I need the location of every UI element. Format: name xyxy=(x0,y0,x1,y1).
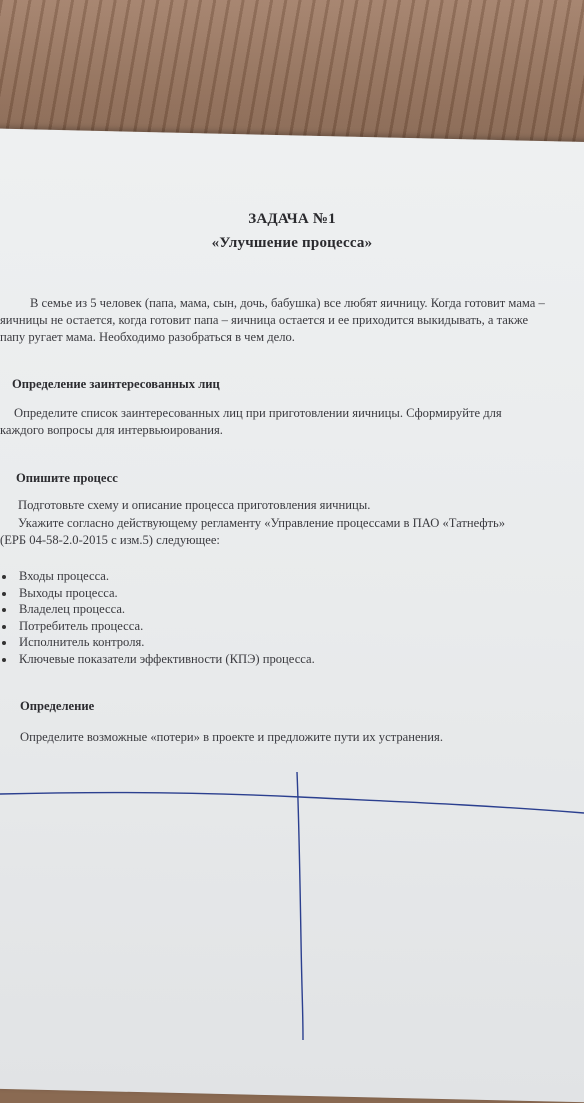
section-heading-stakeholders: Определение заинтересованных лиц xyxy=(12,377,220,391)
section-text-line: каждого вопросы для интервьюирования. xyxy=(0,423,223,437)
list-item: Выходы процесса. xyxy=(2,585,315,602)
section-heading-describe-process: Опишите процесс xyxy=(16,471,118,485)
section-text-line: (ЕРБ 04-58-2.0-2015 с изм.5) следующее: xyxy=(0,533,220,547)
intro-line: В семье из 5 человек (папа, мама, сын, дочь, бабушка) все любят яичницу. Когда готовит мама – xyxy=(30,296,545,310)
intro-line: яичницы не остается, когда готовит папа – яичница остается и ее приходится выкидывать, а также xyxy=(0,313,529,327)
list-item: Исполнитель контроля. xyxy=(2,634,315,651)
pen-vertical-line xyxy=(297,772,303,1040)
section-text-line: Определите список заинтересованных лиц при приготовлении яичницы. Сформируйте для xyxy=(14,406,502,420)
section-text-line: Укажите согласно действующему регламенту «Управление процессами в ПАО «Татнефть» xyxy=(18,516,506,530)
list-item: Владелец процесса. xyxy=(2,601,315,618)
pen-horizontal-line xyxy=(0,793,584,813)
task-title: ЗАДАЧА №1 xyxy=(248,211,336,227)
task-subtitle: «Улучшение процесса» xyxy=(211,235,373,251)
section-text-line: Подготовьте схему и описание процесса приготовления яичницы. xyxy=(18,498,371,512)
list-item: Входы процесса. xyxy=(2,568,315,585)
list-item: Ключевые показатели эффективности (КПЭ) процесса. xyxy=(2,651,315,668)
section-heading-definition: Определение xyxy=(20,699,95,713)
intro-line: папу ругает мама. Необходимо разобраться в чем дело. xyxy=(0,330,295,344)
section-text-line: Определите возможные «потери» в проекте и предложите пути их устранения. xyxy=(20,730,443,744)
list-item: Потребитель процесса. xyxy=(2,618,315,635)
